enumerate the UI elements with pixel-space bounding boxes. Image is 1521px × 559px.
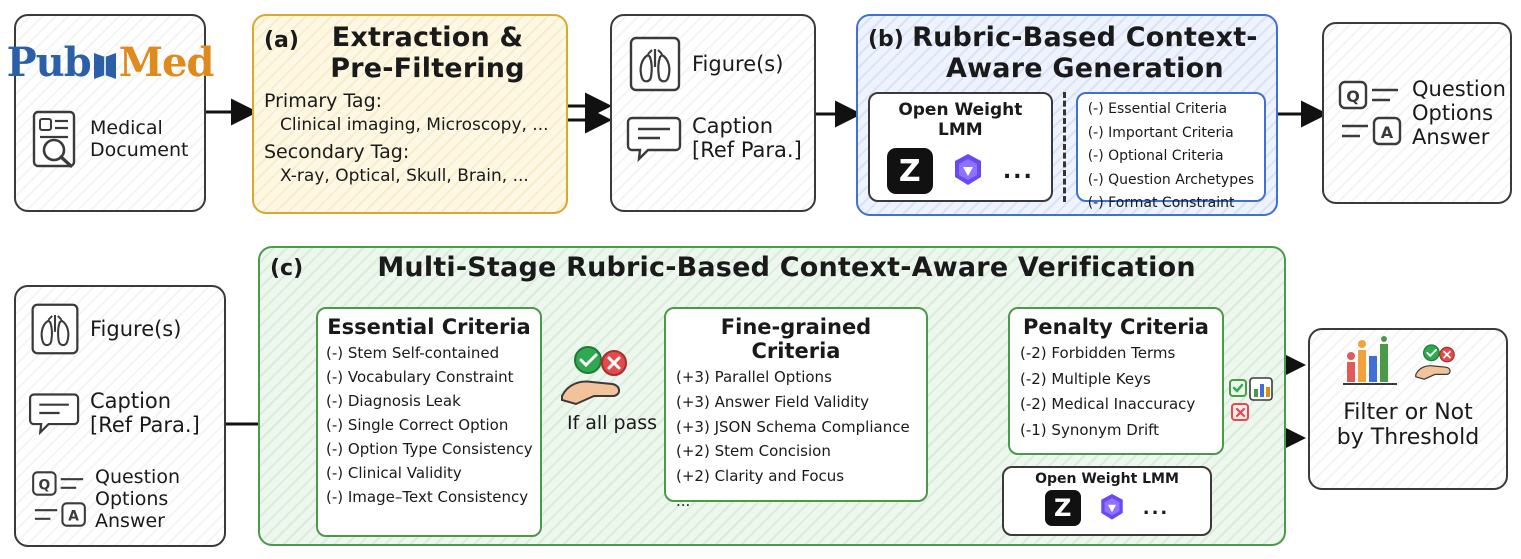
- caption-label-2-line2: [Ref Para.]: [90, 413, 200, 437]
- filter-output-line2: by Threshold: [1336, 425, 1480, 450]
- list-item: (+3) Parallel Options: [676, 368, 832, 386]
- figure-caption-card: [610, 14, 816, 212]
- secondary-tag-value: X-ray, Optical, Skull, Brain, ...: [280, 166, 529, 186]
- z-model-icon: Z: [1045, 490, 1081, 526]
- stage-b-title-line1: Rubric-Based Context-: [912, 22, 1258, 53]
- bar-chart-icon: [1339, 336, 1403, 390]
- medical-document-row: [16, 108, 204, 170]
- stage-a-title-line2: Pre-Filtering: [330, 53, 525, 84]
- list-item: (-) Important Criteria: [1087, 124, 1234, 141]
- lungs-xray-icon: [626, 33, 684, 95]
- primary-tag-value: Clinical imaging, Microscopy, ...: [280, 115, 549, 135]
- stage-b-lmm-dots: ...: [1002, 158, 1034, 184]
- stage-b-title-line2: Aware Generation: [946, 53, 1224, 84]
- caption-label-line2: [Ref Para.]: [692, 138, 802, 162]
- medical-document-label-line2: Document: [90, 139, 189, 161]
- qoa-label-2-line2: Options: [95, 488, 169, 510]
- svg-text:A: A: [1380, 123, 1394, 142]
- medical-document-label: [90, 117, 188, 161]
- stage-a-card: [252, 14, 568, 214]
- penalty-criteria-title: Penalty Criteria: [1023, 315, 1209, 339]
- pubmed-logo-med: Med: [118, 38, 214, 86]
- svg-text:A: A: [68, 508, 79, 525]
- pubmed-logo-pub: Pub: [6, 38, 91, 86]
- filter-output-line1: Filter or Not: [1343, 400, 1473, 425]
- list-item: (-) Clinical Validity: [326, 464, 462, 482]
- stage-c-card: [258, 246, 1286, 546]
- caption-row-2: [16, 371, 224, 455]
- list-item: (-) Vocabulary Constraint: [326, 368, 514, 386]
- figures-row-2: [16, 287, 224, 371]
- pubmed-logo-book-icon: [92, 49, 118, 83]
- stage-b-card: [856, 14, 1278, 216]
- list-item: (-) Single Correct Option: [326, 416, 509, 434]
- qwen-model-icon: [1093, 489, 1131, 527]
- filter-output-label: [1310, 400, 1506, 450]
- output-qoa-line2: Options: [1412, 101, 1494, 125]
- stage-c-lmm-dots: ...: [1142, 497, 1170, 519]
- caption-row: [612, 112, 814, 164]
- stage-c-tag: (c): [270, 256, 304, 281]
- list-item: (-) Optional Criteria: [1087, 148, 1224, 164]
- svg-text:Q: Q: [38, 477, 51, 494]
- caption-bubble-icon: [626, 112, 684, 164]
- stage-b-lmm-box: [868, 92, 1053, 202]
- essential-criteria-title: Essential Criteria: [327, 315, 531, 339]
- svg-text:Q: Q: [1346, 87, 1360, 106]
- document-magnifier-icon: [28, 108, 84, 170]
- list-item: (-) Diagnosis Leak: [326, 392, 461, 410]
- stage-b-divider: [1063, 92, 1066, 202]
- score-chart-icon: [1228, 376, 1284, 428]
- fine-grained-criteria-title: Fine-grained Criteria: [720, 315, 872, 363]
- output-qoa-line3: Answer: [1412, 125, 1490, 149]
- list-item: (-2) Multiple Keys: [1020, 369, 1151, 388]
- verification-input-card: [14, 285, 226, 547]
- filter-output-card: [1308, 328, 1508, 490]
- question-answer-icon: [1334, 76, 1406, 150]
- figures-label-2: Figure(s): [90, 317, 182, 341]
- hand-check-cross-icon: [554, 344, 664, 410]
- stage-c-title: Multi-Stage Rubric-Based Context-Aware Verification: [377, 252, 1196, 283]
- qoa-label-2-line3: Answer: [95, 510, 165, 532]
- question-answer-icon: [28, 466, 90, 532]
- pubmed-logo: [6, 16, 214, 108]
- list-item: (-2) Medical Inaccuracy: [1020, 395, 1196, 413]
- list-item: (+3) Answer Field Validity: [676, 392, 870, 411]
- medical-document-label-line1: Medical: [90, 117, 163, 139]
- all-pass-gate: [554, 344, 670, 454]
- stage-c-lmm-box: [1002, 466, 1212, 536]
- stage-c-lmm-label: Open Weight LMM: [1035, 471, 1179, 487]
- list-item: (-1) Synonym Drift: [1020, 420, 1160, 439]
- stage-b-tag: (b): [868, 27, 904, 52]
- z-model-icon: Z: [887, 148, 933, 194]
- list-item: (-) Format Constraint: [1087, 195, 1235, 211]
- qoa-label-2-line1: Question: [95, 466, 180, 488]
- qwen-model-icon: [945, 148, 991, 194]
- caption-bubble-icon: [28, 389, 82, 437]
- caption-label-2-line1: Caption: [90, 389, 172, 413]
- essential-criteria-list: [326, 344, 532, 506]
- list-item: (+2) Clarity and Focus: [676, 467, 845, 485]
- fine-grained-criteria-list: [676, 368, 916, 511]
- fine-grained-criteria-box: [664, 307, 928, 510]
- stage-a-tag: (a): [264, 28, 299, 53]
- list-item: (-) Stem Self-contained: [326, 344, 500, 362]
- figures-label: Figure(s): [692, 52, 784, 76]
- penalty-criteria-list: [1020, 344, 1212, 440]
- penalty-criteria-box: [1008, 307, 1224, 455]
- list-item: (-) Question Archetypes: [1087, 171, 1254, 188]
- stage-b-lmm-label: Open Weight LMM: [898, 100, 1023, 140]
- secondary-tag-label: Secondary Tag:: [264, 141, 410, 163]
- list-item: (+2) Stem Concision: [676, 442, 831, 461]
- output-qoa-label: [1412, 77, 1506, 149]
- list-item: (+3) JSON Schema Compliance: [676, 417, 910, 436]
- lungs-xray-icon: [28, 300, 82, 358]
- input-medical-document-card: [6, 14, 214, 212]
- essential-criteria-box: [316, 307, 542, 537]
- qoa-row-2: [16, 455, 224, 543]
- list-item: ...: [676, 491, 691, 510]
- stage-b-rubric-box: [1076, 92, 1266, 211]
- stage-b-rubric-list: [1088, 101, 1254, 213]
- primary-tag-label: Primary Tag:: [264, 90, 383, 112]
- list-item: (-) Image–Text Consistency: [326, 488, 529, 506]
- filter-icon-row: [1310, 330, 1506, 396]
- stage-a-title-line1: Extraction &: [331, 22, 524, 53]
- output-qoa-card: [1322, 22, 1512, 204]
- list-item: (-) Essential Criteria: [1087, 101, 1228, 117]
- figures-row: [612, 16, 814, 112]
- hand-check-cross-icon: [1411, 336, 1477, 390]
- list-item: (-2) Forbidden Terms: [1020, 344, 1176, 362]
- output-qoa-line1: Question: [1412, 77, 1506, 101]
- list-item: (-) Option Type Consistency: [326, 440, 533, 458]
- caption-label-line1: Caption: [692, 114, 774, 138]
- all-pass-label: If all pass: [566, 412, 658, 434]
